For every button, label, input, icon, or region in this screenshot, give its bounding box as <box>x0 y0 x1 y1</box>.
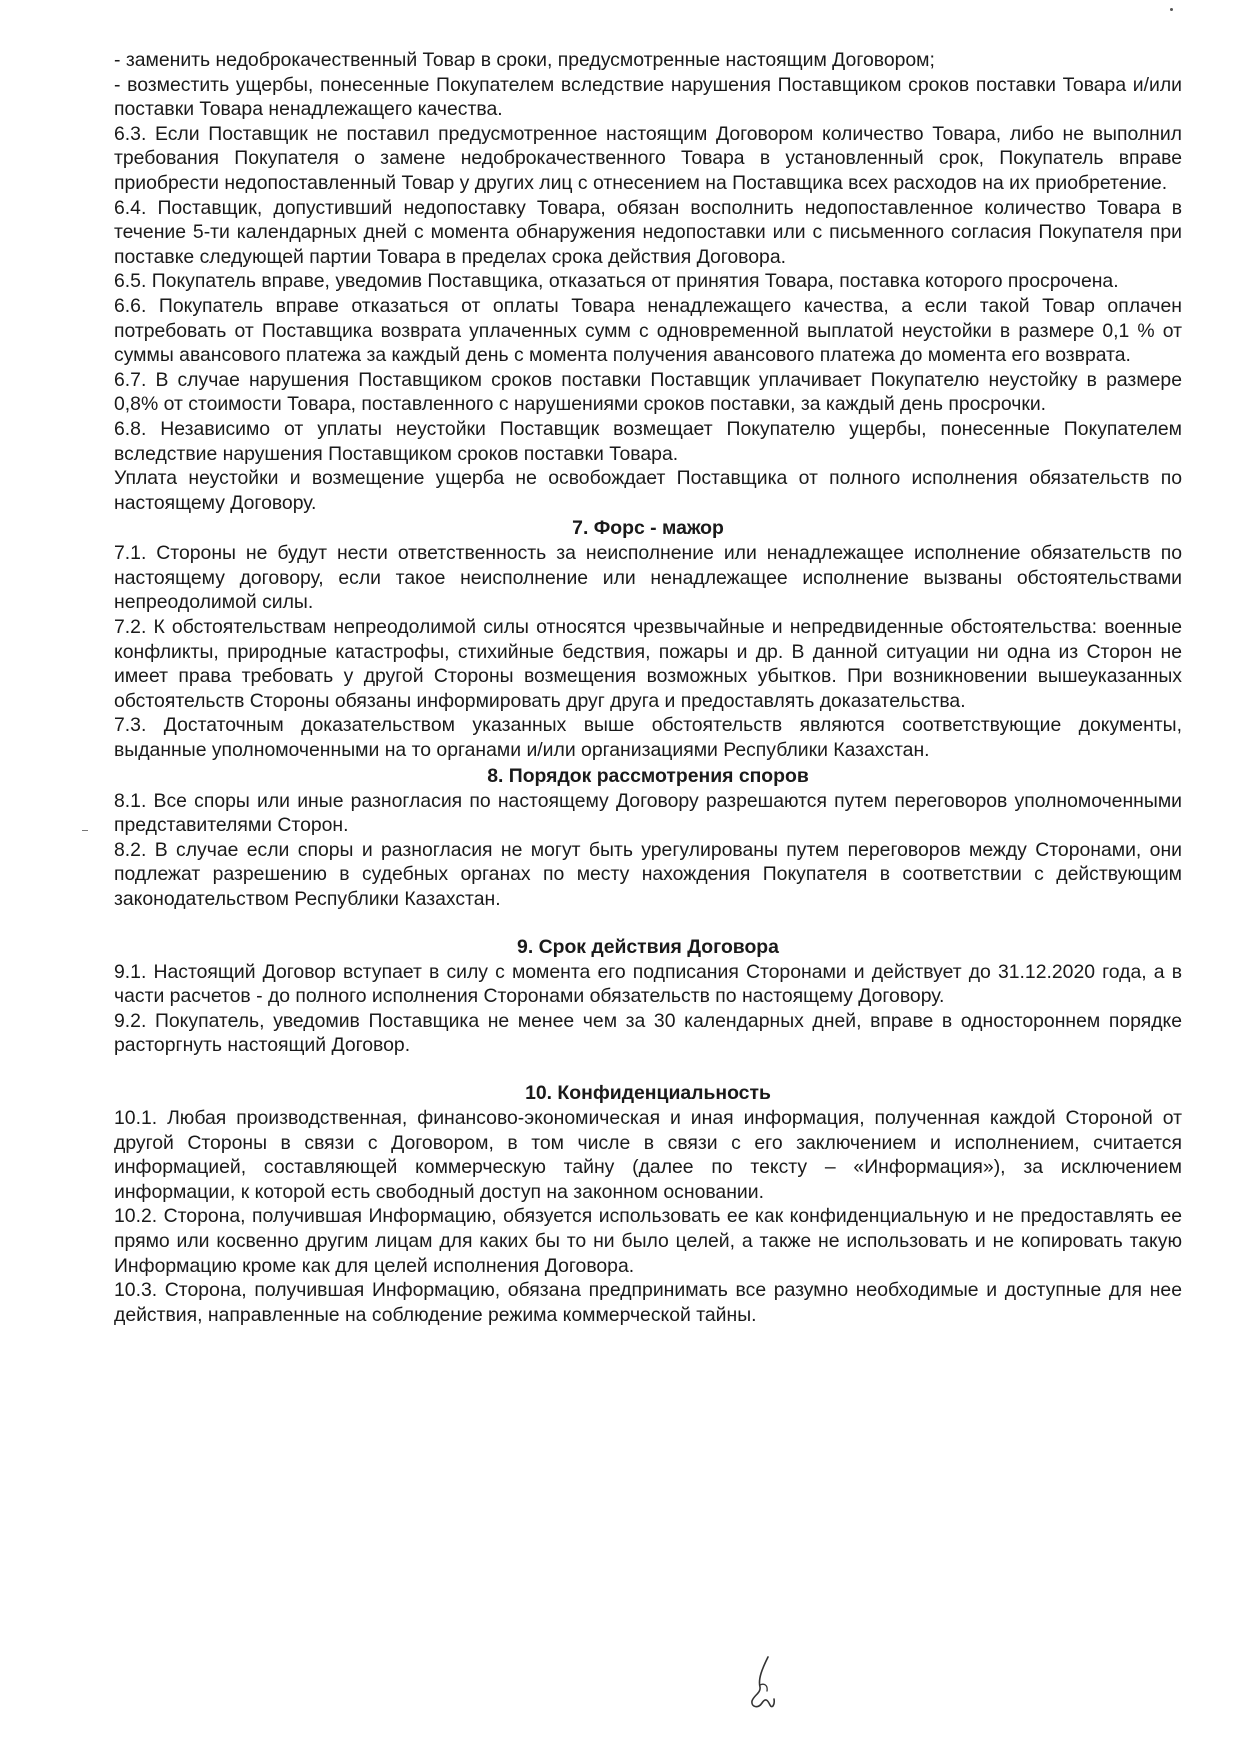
clause-7-1: 7.1. Стороны не будут нести ответственность за неисполнение или ненадлежащее исполнение обязательств по настоящему договору, если такое неисполнение или ненадлежащее исполнение вызваны обстоятельствами непреодолимой силы. <box>114 542 1182 614</box>
clause-6-6: 6.6. Покупатель вправе отказаться от оплаты Товара ненадлежащего качества, а если такой Товар оплачен потребовать от Поставщика возврата уплаченных сумм с одновременной выплатой неустойки в размере 0,1 % от суммы авансового платежа за каждый день с момента получения авансового платежа до момента его возврата. <box>114 294 1182 367</box>
obligation-item-compensate: - возместить ущербы, понесенные Покупателем вследствие нарушения Поставщиком сроков поставки Товара и/или поставки Товара ненадлежащего качества. <box>114 73 1182 121</box>
clause-6-8-note: Уплата неустойки и возмещение ущерба не освобождает Поставщика от полного исполнения обязательств по настоящему Договору. <box>114 467 1182 514</box>
document-body <box>114 48 1182 1327</box>
section-spacer <box>114 1058 1182 1080</box>
clause-8-1: 8.1. Все споры или иные разногласия по настоящему Договору разрешаются путем переговоров уполномоченными представителями Сторон. <box>114 789 1182 837</box>
clause-6-3: 6.3. Если Поставщик не поставил предусмотренное настоящим Договором количество Товара, либо не выполнил требования Покупателя о замене недоброкачественного Товара в установленный срок, Покупатель вправе приобрести недопоставленный Товар у других лиц с отнесением на Поставщика всех расходов на их приобретение. <box>114 122 1182 194</box>
clause-9-1: 9.1. Настоящий Договор вступает в силу с момента его подписания Сторонами и действует до 31.12.2020 года, а в части расчетов - до полного исполнения Сторонами обязательств по настоящему Договору. <box>114 960 1182 1008</box>
handwritten-initials <box>748 1655 778 1711</box>
clause-7-2: 7.2. К обстоятельствам непреодолимой силы относятся чрезвычайные и непредвиденные обстоятельства: военные конфликты, природные катастрофы, стихийные бедствия, пожары и др. В данной ситуации ни одна из Сторон не имеет права требовать у другой Стороны возмещения возможных убытков. При возникновении вышеуказанных обстоятельств Стороны обязаны информировать друг друга и предоставлять доказательства. <box>114 616 1182 712</box>
clause-6-4: 6.4. Поставщик, допустивший недопоставку Товара, обязан восполнить недопоставленное количество Товара в течение 5-ти календарных дней с момента обнаружения недопоставки или с письменного согласия Покупателя при поставке следующей партии Товара в пределах срока действия Договора. <box>114 196 1182 268</box>
section-7-heading: 7. Форс - мажор <box>572 517 724 540</box>
clause-10-3: 10.3. Сторона, получившая Информацию, обязана предпринимать все разумно необходимые и доступные для нее действия, направленные на соблюдение режима коммерческой тайны. <box>114 1279 1182 1326</box>
section-spacer <box>114 912 1182 934</box>
section-9-heading: 9. Срок действия Договора <box>517 935 779 958</box>
section-10-heading: 10. Конфиденциальность <box>525 1081 771 1104</box>
clause-6-8: 6.8. Независимо от уплаты неустойки Поставщик возмещает Покупателю ущербы, понесенные Покупателем вследствие нарушения Поставщиком сроков поставки Товара. <box>114 417 1182 465</box>
clause-7-3: 7.3. Достаточным доказательством указанных выше обстоятельств являются соответствующие документы, выданные уполномоченными на то органами и/или организациями Республики Казахстан. <box>114 714 1182 762</box>
obligation-item-replace: - заменить недоброкачественный Товар в сроки, предусмотренные настоящим Договором; <box>114 49 935 71</box>
clause-10-2: 10.2. Сторона, получившая Информацию, обязуется использовать ее как конфиденциальную и не предоставлять ее прямо или косвенно другим лицам для каких бы то ни было целей, а также не использовать и не копировать такую Информацию кроме как для целей исполнения Договора. <box>114 1205 1182 1277</box>
clause-10-1: 10.1. Любая производственная, финансово-экономическая и иная информация, полученная каждой Стороной от другой Стороны в связи с Договором, в том числе в связи с его заключением и исполнением, считается информацией, составляющей коммерческую тайну (далее по тексту – «Информация»), за исключением информации, к которой есть свободный доступ на законном основании. <box>114 1106 1182 1203</box>
clause-6-7: 6.7. В случае нарушения Поставщиком сроков поставки Поставщик уплачивает Покупателю неустойку в размере 0,8% от стоимости Товара, поставленного с нарушениями сроков поставки, за каждый день просрочки. <box>114 368 1182 416</box>
clause-8-2: 8.2. В случае если споры и разногласия не могут быть урегулированы путем переговоров между Сторонами, они подлежат разрешению в судебных органах по месту нахождения Покупателя в соответствии с действующим законодательством Республики Казахстан. <box>114 838 1182 910</box>
clause-9-2: 9.2. Покупатель, уведомив Поставщика не менее чем за 30 календарных дней, вправе в одностороннем порядке расторгнуть настоящий Договор. <box>114 1009 1182 1057</box>
scan-speck <box>1170 8 1173 11</box>
margin-tick <box>82 830 88 831</box>
clause-6-5: 6.5. Покупатель вправе, уведомив Поставщика, отказаться от принятия Товара, поставка которого просрочена. <box>114 270 1119 293</box>
section-8-heading: 8. Порядок рассмотрения споров <box>487 764 809 787</box>
